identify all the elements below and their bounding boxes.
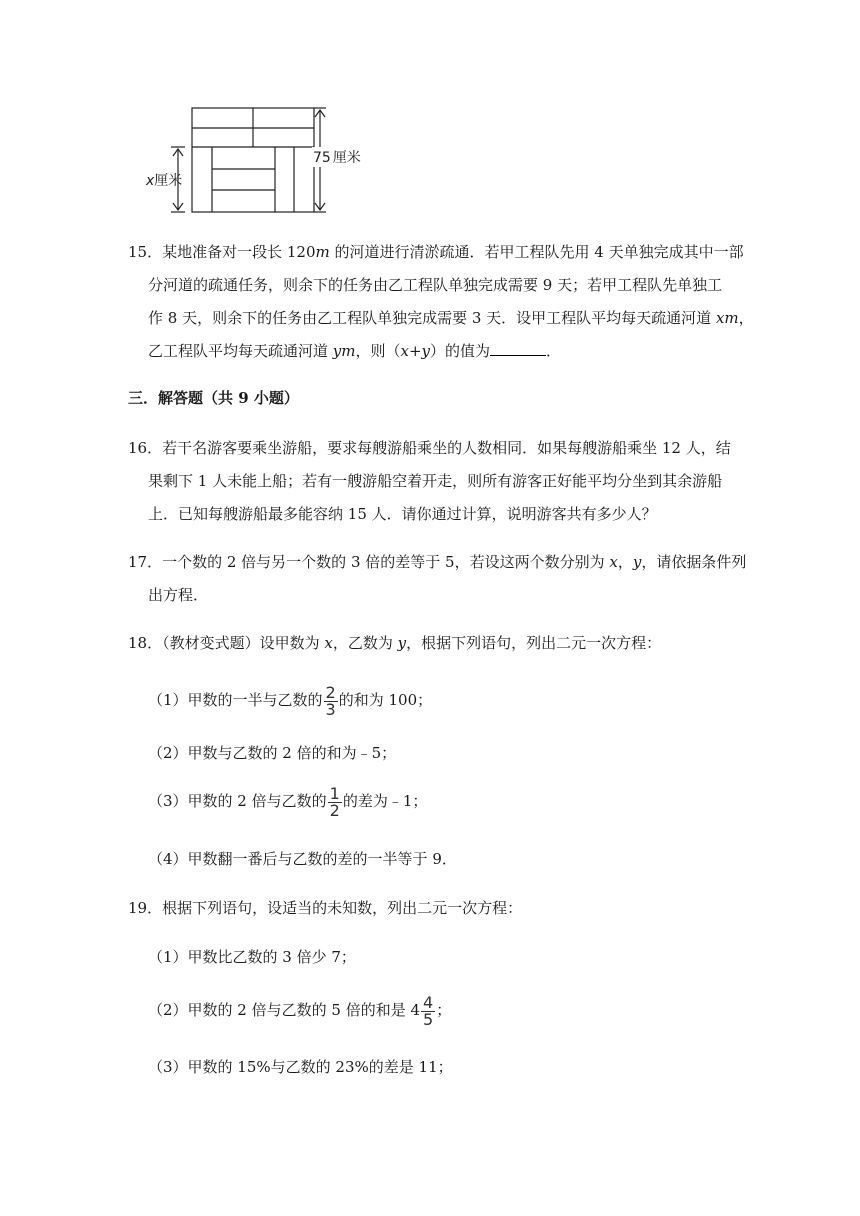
answer-blank[interactable] (490, 341, 546, 356)
section-heading: 三．解答题（共 9 小题） (128, 389, 299, 407)
q18-part-text: （3）甲数的 2 倍与乙数的 (148, 792, 327, 810)
q18-part-3 (148, 783, 427, 819)
var-y: y (421, 342, 431, 360)
q16-line-1 (128, 438, 731, 458)
q18-text: ，根据下列语句，列出二元一次方程： (406, 634, 662, 652)
q19-line-1 (128, 898, 522, 918)
var-xm: xm (715, 309, 739, 327)
q17-line-1 (128, 552, 746, 572)
fraction-one-half (328, 783, 342, 820)
q15-text: 某地准备对一段长 120 (162, 243, 316, 261)
fraction-numerator: 1 (329, 783, 340, 803)
q18-part-2: （2）甲数与乙数的 2 倍的和为﹣5； (148, 744, 397, 762)
q15-text: 作 8 天，则余下的任务由乙工程队单独完成需要 3 天．设甲工程队平均每天疏通河道 (148, 309, 716, 327)
q18-number: 18． (128, 634, 163, 652)
x-dimension-label: x厘米 (146, 173, 183, 189)
plus-sign: + (408, 342, 422, 360)
q17-text: ，请依据条件列 (641, 553, 747, 571)
var-x: x (400, 342, 409, 360)
q17-text: 一个数的 2 倍与另一个数的 3 倍的差等于 5，若设这两个数分别为 (162, 553, 610, 571)
q16-line-2: 果剩下 1 人未能上船；若有一艘游船空着开走，则所有游客正好能平均分坐到其余游船 (148, 472, 723, 490)
q15-text-cont: 的河道进行清淤疏通．若甲工程队先用 4 天单独完成其中一部 (329, 243, 744, 261)
q18-part-text: （1）甲数的一半与乙数的 (148, 691, 323, 709)
fraction-denominator: 2 (329, 800, 340, 820)
q15-line-3 (148, 308, 754, 328)
q15-text: ）的值为 (430, 342, 491, 360)
q19-part-text: （2）甲数的 2 倍与乙数的 5 倍的和是 4 (148, 1001, 421, 1019)
var-x: x (609, 553, 618, 571)
q18-part-text: 的差为﹣1； (342, 792, 428, 810)
q18-text: ，乙数为 (332, 634, 398, 652)
q15-line-2: 分河道的疏通任务，则余下的任务由乙工程队单独完成需要 9 天；若甲工程队先单独工 (148, 276, 723, 294)
q19-part-3: （3）甲数的 15%与乙数的 23%的差是 11； (148, 1058, 453, 1076)
q15-text: ． (546, 342, 562, 360)
q19-number: 19． (128, 899, 163, 917)
q15-number: 15． (128, 243, 163, 261)
fraction-four-fifths (421, 992, 435, 1029)
var-ym: ym (332, 342, 356, 360)
fraction-denominator: 5 (423, 1009, 434, 1029)
q18-part-text: 的和为 100； (338, 691, 433, 709)
var-x: x (324, 634, 333, 652)
rectangle-arrangement-figure (140, 100, 380, 220)
q18-text: （教材变式题）设甲数为 (162, 634, 325, 652)
unit-m: m (315, 243, 330, 261)
fraction-two-thirds (324, 682, 338, 719)
fraction-denominator: 3 (325, 699, 336, 719)
q19-part-text: ； (436, 1001, 452, 1019)
fraction-numerator: 4 (423, 992, 434, 1012)
q16-number: 16． (128, 439, 163, 457)
q16-text: 若干名游客要乘坐游船，要求每艘游船乘坐的人数相同．如果每艘游船乘坐 12 人，结 (162, 439, 731, 457)
q17-number: 17． (128, 553, 163, 571)
q18-part-1 (148, 682, 432, 718)
q17-text: ， (617, 553, 633, 571)
var-y: y (397, 634, 407, 652)
q19-part-1: （1）甲数比乙数的 3 倍少 7； (148, 948, 356, 966)
q15-line-4 (148, 341, 561, 361)
height-dimension-label: 75 厘米 (313, 150, 361, 166)
fraction-numerator: 2 (325, 682, 336, 702)
q15-text: ， (738, 309, 754, 327)
q15-text: ，则（ (355, 342, 401, 360)
q18-line-1 (128, 633, 661, 653)
q17-line-2: 出方程． (148, 586, 209, 604)
q15-line-1 (128, 242, 744, 262)
q19-text: 根据下列语句，设适当的未知数，列出二元一次方程： (162, 899, 523, 917)
var-y: y (632, 553, 642, 571)
q19-part-2 (148, 992, 451, 1028)
q15-text: 乙工程队平均每天疏通河道 (148, 342, 333, 360)
q18-part-4: （4）甲数翻一番后与乙数的差的一半等于 9． (148, 850, 457, 868)
q16-line-3: 上．已知每艘游船最多能容纳 15 人．请你通过计算，说明游客共有多少人？ (148, 505, 657, 523)
